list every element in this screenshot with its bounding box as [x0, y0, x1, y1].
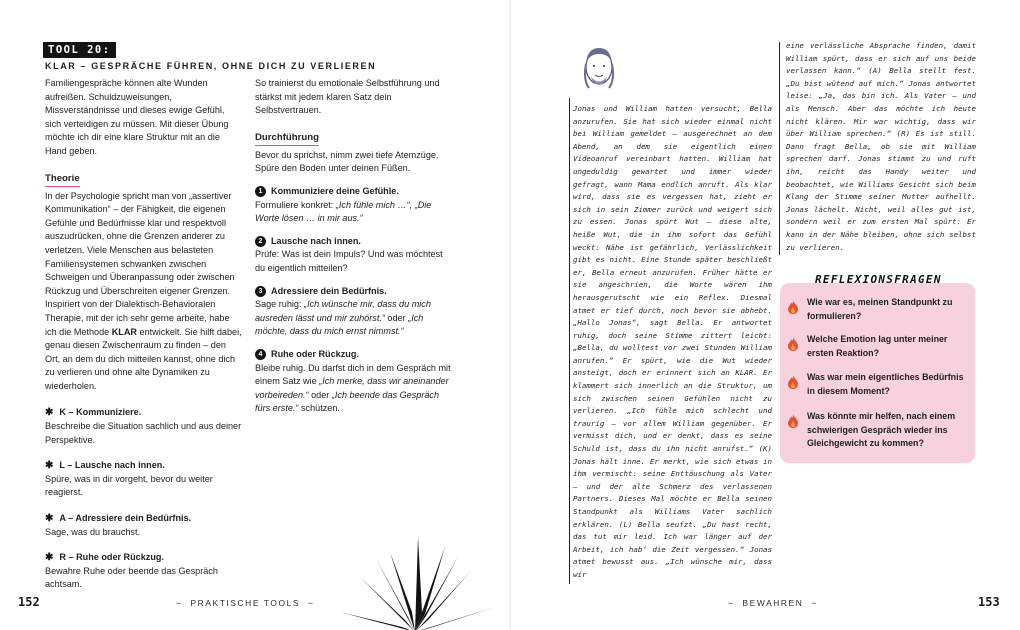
star-bullet-icon: ✱ [45, 512, 54, 524]
star-bullet-icon: ✱ [45, 552, 54, 564]
klar-item-text: Sage, was du brauchst. [45, 526, 141, 537]
klar-item-head: K – Kommuniziere. [59, 407, 142, 418]
footer-tilde-icon: ~ [728, 598, 735, 608]
klar-item [45, 406, 243, 447]
klar-list [45, 406, 243, 592]
tool-badge: TOOL 20: [43, 42, 116, 58]
steps-list [255, 185, 453, 416]
theorie-heading: Theorie [45, 173, 80, 187]
story-rule [779, 42, 780, 255]
reflection-question: Was könnte mir helfen, nach einem schwierigen Gespräch wieder ins Gleichgewicht zu kommen? [807, 411, 956, 448]
theorie-text: In der Psychologie spricht man von „assertiver Kommunikation“ – der Fähigkeit, die eigenen Gefühle und Bedürfnisse klar und respektvoll auszudrücken, ohne die Grenzen anderer zu verletzen. Viele Menschen aus belasteten Familiensystemen schwanken zwischen Schweigen und Überanpassung oder zwischen Rückzug und Überschreiten eigener Grenzen. Inspiriert von der Dialektisch-Behavioralen Therapie, mit der ich sehr gerne arbeite, habe ich die Methode KLAR entwickelt. Sie hilft dabei, genau diesen Zwischenraum zu finden – den Ort, an dem du dich mitteilen kannst, ohne dich zu verlieren und ohne alte Dynamiken zu wiederholen. [45, 190, 242, 391]
footer-label: PRAKTISCHE TOOLS [190, 598, 301, 608]
intro-text: Familiengespräche können alte Wunden aufreißen. Schuldzuweisungen, Missverständnisse und dieses ewige Gefühl, sich verteidigen zu müssen. Mit dieser Übung möchte ich dir eine klare Struktur mit an die Hand geben. [45, 78, 229, 156]
tool-title: KLAR – GESPRÄCHE FÜHREN, OHNE DICH ZU VERLIEREN [45, 61, 377, 71]
klar-item-head: L – Lausche nach innen. [59, 460, 165, 471]
story-column-2: eine verlässliche Absprache finden, damit William spürt, dass er sich auf uns beide verlassen kann.“ (A) Bella stellt fest. „Du bist wütend auf mich.“ Jonas antwortet leise: „Ja, das bin ich. Als Vater – und als Mensch. Aber das möchte ich heute nicht klären. Mir war wichtig, dass wir über William sprechen.“ (R) Es ist still. Dann fragt Bella, ob sie mit William sprechen darf. Jonas stimmt zu und ruft ihn, reicht das Handy weiter und beobachtet, wie Williams Gesicht sich beim Klang der Stimme seiner Mutter aufhellt. Jonas lächelt. Nicht, weil alles gut ist, sondern weil er zum ersten Mal spürt: Er kann in der Nähe bleiben, ohne sich selbst zu verlieren. [786, 41, 976, 252]
footer-tilde-icon: ~ [176, 598, 183, 608]
reflection-question: Wie war es, meinen Standpunkt zu formulieren? [807, 297, 953, 321]
klar-item [45, 551, 243, 592]
klar-item [45, 459, 243, 500]
step-item [255, 348, 453, 416]
durchfuehrung-text: Bevor du sprichst, nimm zwei tiefe Atemzüge. Spüre den Boden unter deinen Füßen. [255, 149, 439, 174]
plant-illustration [330, 532, 500, 630]
left-column-2 [255, 77, 453, 416]
step-head: Ruhe oder Rückzug. [271, 348, 359, 359]
step-text: Prüfe: Was ist dein Impuls? Und was möchtest du eigentlich mitteilen? [255, 249, 443, 273]
step-item [255, 235, 453, 276]
reflection-title: REFLEXIONSFRAGEN [815, 273, 942, 286]
right-page [510, 0, 1020, 630]
left-column-1 [45, 77, 243, 592]
footer-left [176, 598, 315, 608]
reflection-question: Was war mein eigentliches Bedürfnis in diesem Moment? [807, 372, 964, 396]
klar-item [45, 512, 243, 539]
step-number-icon: 4 [255, 349, 266, 360]
klar-item-text: Spüre, was in dir vorgeht, bevor du weiter reagierst. [45, 473, 213, 498]
step-head: Kommuniziere deine Gefühle. [271, 185, 399, 196]
klar-item-head: A – Adressiere dein Bedürfnis. [59, 513, 192, 524]
reflection-question: Welche Emotion lag unter meiner ersten Reaktion? [807, 334, 948, 358]
step-number-icon: 3 [255, 286, 266, 297]
step-head: Lausche nach innen. [271, 235, 361, 246]
durchfuehrung-heading: Durchführung [255, 132, 319, 146]
step-item [255, 285, 453, 339]
flame-icon [787, 300, 799, 314]
step-text: Bleibe ruhig. Du darfst dich in dem Gespräch mit einem Satz wie „Ich merke, dass wir aneinander vorbeireden.“ oder „Ich beende das Gespräch fürs erste.“ schützen. [255, 362, 451, 414]
story-column-1: Jonas und William hatten versucht, Bella anzurufen. Sie hat sich wieder einmal nicht bei William gemeldet – ausgerechnet an dem Abend, an dem sie eigentlich einen Videoanruf vereinbart hatten. William hat ungeduldig gewartet und immer wieder gefragt, wann Mama endlich anruft. Als klar wird, dass sie es vergessen hat, zieht er sich in sein Zimmer zurück und weigert sich zu essen. Jonas spürt Wut – diese alte, heiße Wut, die in ihm sofort das Gefühl weckt: Nähe ist gefährlich, Verlässlichkeit gibt es nicht. Eine Stunde später beschließt er, Bella erneut anzurufen. Früher hätte er sie angeschrien, die Worte wären ihm herausgerutscht wie ein Reflex. Diesmal atmet er tief durch, noch bevor sie abhebt. „Hallo Jonas“, sagt Bella. Er antwortet ruhig, doch seine Stimme zittert leicht: „Bella, du wolltest vor zwei Stunden William anrufen.“ Er spürt, wie die Wut wieder ansteigt, doch er erinnert sich an KLAR. Er klammert sich innerlich an die Struktur, um sich zwischen seinen Gefühlen nicht zu verlieren. „Ich fühle mich schlecht und traurig – vor allem William gegenüber. Er vermisst dich, und er denkt, dass es seine Schuld ist, dass du ihn nicht anrufst.“ (K) Jonas hält inne. Er merkt, wie sich etwas in ihm vermischt: seine Enttäuschung als Vater – und der alte Schmerz des verlassenen Partners. Dieses Mal möchte er Bella seinen Standpunkt als Williams Vater sachlich erklären. (L) Bella seufzt. „Du hast recht, das tut mir leid. Ich war länger auf der Arbeit, ich hab’ die Zeit vergessen.“ Jonas atmet bewusst aus. „Ich wünsche mir, dass wir [573, 104, 772, 579]
klar-item-text: Bewahre Ruhe oder beende das Gespräch achtsam. [45, 565, 218, 590]
footer-right [728, 598, 818, 608]
step-text: Formuliere konkret: „Ich fühle mich …“, „Die Worte lösen … in mir aus.“ [255, 199, 432, 224]
star-bullet-icon: ✱ [45, 460, 54, 472]
step-number-icon: 2 [255, 236, 266, 247]
step-number-icon: 1 [255, 186, 266, 197]
footer-tilde-icon: ~ [308, 598, 315, 608]
step-item [255, 185, 453, 226]
flame-icon [787, 337, 799, 351]
step-text: Sage ruhig: „Ich wünsche mir, dass du mich ausreden lässt und mir zuhörst.“ oder „Ich möchte, dass du mich ernst nimmst.“ [255, 299, 431, 337]
page-number-left: 152 [18, 595, 40, 609]
flame-icon [787, 414, 799, 428]
footer-label: BEWAHREN [742, 598, 804, 608]
portrait-illustration [577, 44, 621, 94]
star-bullet-icon: ✱ [45, 407, 54, 419]
col2-intro: So trainierst du emotionale Selbstführung und stärkst mit jedem klaren Satz dein Selbstvertrauen. [255, 78, 440, 116]
flame-icon [787, 375, 799, 389]
page-number-right: 153 [978, 595, 1000, 609]
story-rule-left [569, 98, 570, 584]
klar-item-head: R – Ruhe oder Rückzug. [59, 552, 164, 563]
footer-tilde-icon: ~ [811, 598, 818, 608]
klar-item-text: Beschreibe die Situation sachlich und aus deiner Perspektive. [45, 421, 242, 445]
step-head: Adressiere dein Bedürfnis. [271, 285, 387, 296]
